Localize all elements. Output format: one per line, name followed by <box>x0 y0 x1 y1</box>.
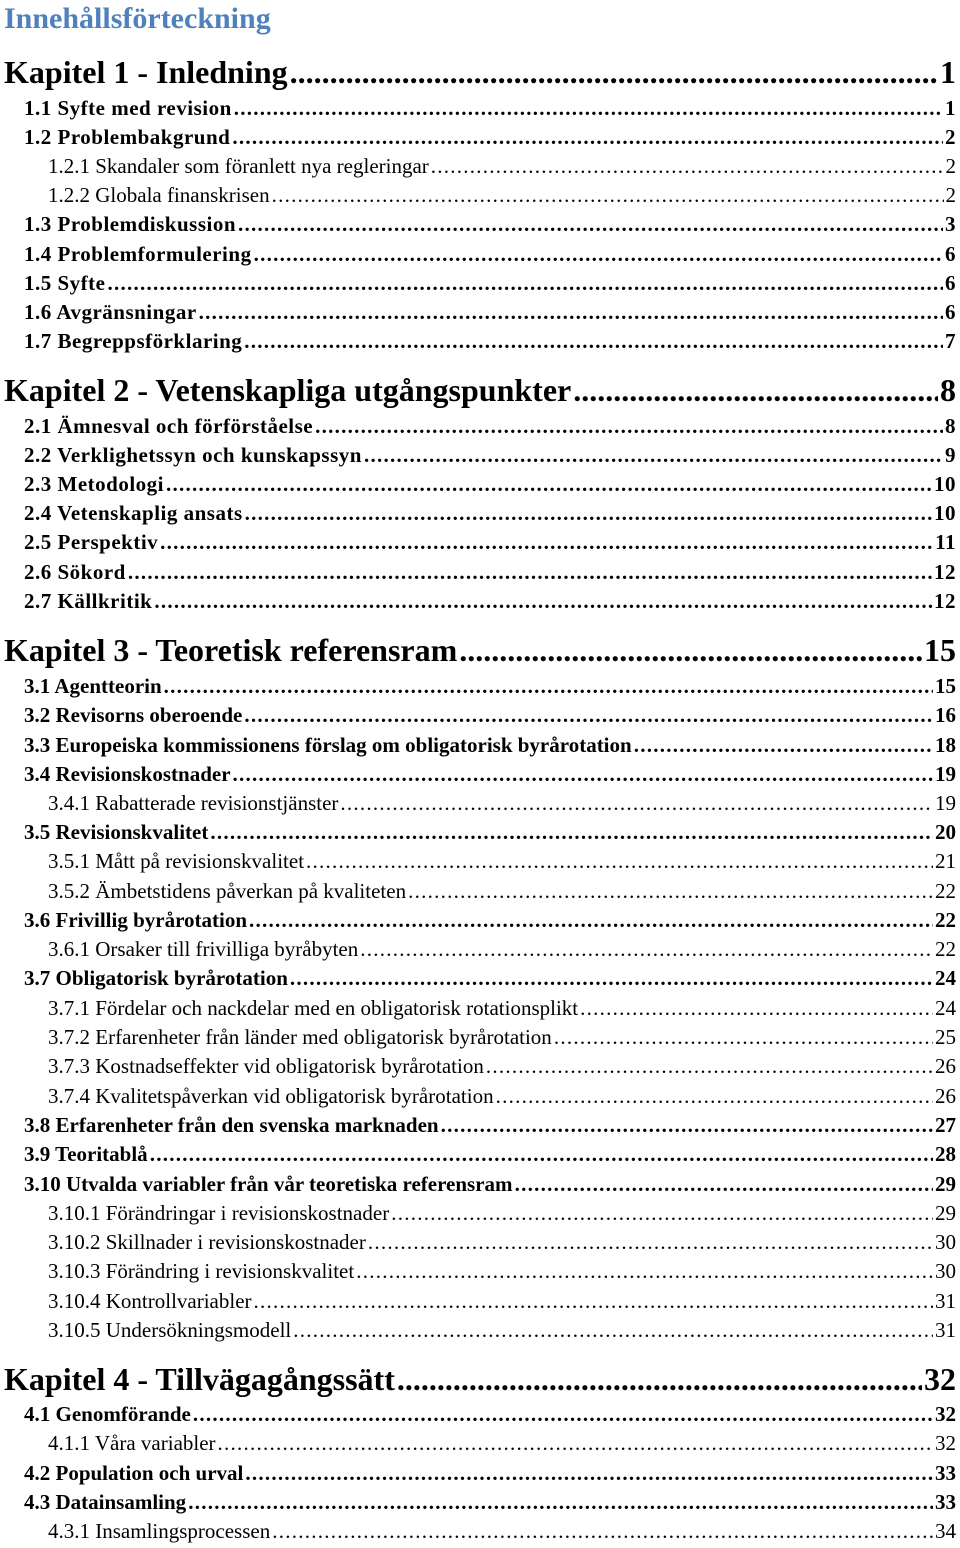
toc-entry-label: 3.10.3 Förändring i revisionskvalitet <box>48 1259 355 1283</box>
toc-section-entry[interactable] <box>24 298 956 326</box>
toc-dot-leader <box>154 587 932 615</box>
toc-dot-leader <box>233 760 933 788</box>
toc-entry-label: 3.10.5 Undersökningsmodell <box>48 1318 292 1342</box>
toc-page-number: 15 <box>935 674 956 698</box>
toc-section-entry[interactable] <box>24 441 956 469</box>
toc-entry-label: 3.2 Revisorns oberoende <box>24 703 243 727</box>
toc-dot-leader <box>232 123 943 151</box>
toc-entry-label: 3.5 Revisionskvalitet <box>24 820 209 844</box>
toc-entry-label: 3.1 Agentteorin <box>24 674 162 698</box>
toc-dot-leader <box>356 1257 933 1285</box>
toc-section-entry[interactable] <box>24 412 956 440</box>
toc-entry-label: 3.5.1 Mått på revisionskvalitet <box>48 849 305 873</box>
toc-dot-leader <box>408 877 933 905</box>
toc-page-number: 10 <box>934 472 956 496</box>
toc-entry-label: 3.10.2 Skillnader i revisionskostnader <box>48 1230 366 1254</box>
toc-dot-leader <box>634 731 933 759</box>
toc-dot-leader <box>188 1488 933 1516</box>
toc-dot-leader <box>249 906 933 934</box>
toc-subsection-entry[interactable] <box>48 1517 956 1545</box>
toc-entry-label: 3.8 Erfarenheter från den svenska marknaden <box>24 1113 439 1137</box>
toc-dot-leader <box>150 1140 933 1168</box>
toc-entry-label: Kapitel 3 - Teoretisk referensram <box>4 632 458 668</box>
toc-page-number: 30 <box>935 1259 956 1283</box>
toc-page-number: 15 <box>924 632 956 668</box>
toc-dot-leader <box>397 1359 922 1399</box>
toc-entry-label: 4.3.1 Insamlingsprocessen <box>48 1519 271 1543</box>
toc-dot-leader <box>245 499 932 527</box>
toc-page-number: 6 <box>945 300 956 324</box>
toc-dot-leader <box>244 327 943 355</box>
toc-page-number: 7 <box>945 329 956 353</box>
toc-section-entry[interactable] <box>24 240 956 268</box>
toc-page-number: 9 <box>945 443 956 467</box>
toc-section-entry[interactable] <box>24 1400 956 1428</box>
toc-entry-label: 3.7.3 Kostnadseffekter vid obligatorisk byrårotation <box>48 1054 484 1078</box>
toc-dot-leader <box>108 269 944 297</box>
toc-page-number: 10 <box>934 501 956 525</box>
toc-dot-leader <box>238 210 943 238</box>
toc-page-number: 24 <box>935 966 956 990</box>
toc-subsection-entry[interactable] <box>48 152 956 180</box>
toc-subsection-entry[interactable] <box>48 1052 956 1080</box>
toc-page-number: 34 <box>935 1519 956 1543</box>
toc-entry-label: 1.1 Syfte med revision <box>24 96 232 120</box>
toc-entry-label: 4.3 Datainsamling <box>24 1490 187 1514</box>
toc-page-number: 25 <box>935 1025 956 1049</box>
toc-section-entry[interactable] <box>24 587 956 615</box>
toc-page-number: 22 <box>935 908 956 932</box>
toc-page-number: 1 <box>945 96 956 120</box>
toc-subsection-entry[interactable] <box>48 994 956 1022</box>
toc-entry-label: 2.1 Ämnesval och förförståelse <box>24 414 314 438</box>
toc-entry-label: 3.7 Obligatorisk byrårotation <box>24 966 288 990</box>
toc-dot-leader <box>254 1287 933 1315</box>
toc-dot-leader <box>340 789 933 817</box>
toc-entry-label: 1.4 Problemformulering <box>24 242 252 266</box>
toc-dot-leader <box>364 441 943 469</box>
toc-page-number: 20 <box>935 820 956 844</box>
toc-section-entry[interactable] <box>24 818 956 846</box>
toc-entry-label: 1.3 Problemdiskussion <box>24 212 236 236</box>
toc-page-number: 26 <box>935 1084 956 1108</box>
toc-page-number: 31 <box>935 1289 956 1313</box>
toc-dot-leader <box>360 935 933 963</box>
toc-entry-label: 3.4.1 Rabatterade revisionstjänster <box>48 791 339 815</box>
toc-dot-leader <box>245 1459 933 1487</box>
toc-subsection-entry[interactable] <box>48 181 956 209</box>
toc-entry-label: 2.4 Vetenskaplig ansats <box>24 501 243 525</box>
toc-dot-leader <box>290 52 938 92</box>
toc-page-number: 24 <box>935 996 956 1020</box>
toc-dot-leader <box>160 528 933 556</box>
toc-page-number: 2 <box>945 183 956 207</box>
toc-entry-label: 3.10.1 Förändringar i revisionskostnader <box>48 1201 390 1225</box>
toc-subsection-entry[interactable] <box>48 1228 956 1256</box>
toc-chapter-entry[interactable] <box>4 52 956 92</box>
toc-dot-leader <box>554 1023 933 1051</box>
toc-dot-leader <box>368 1228 933 1256</box>
toc-entry-label: 3.10 Utvalda variabler från vår teoretiska referensram <box>24 1172 513 1196</box>
toc-page-number: 19 <box>935 791 956 815</box>
toc-dot-leader <box>128 558 932 586</box>
toc-dot-leader <box>272 1517 933 1545</box>
toc-section-entry[interactable] <box>24 1111 956 1139</box>
toc-page-number: 18 <box>935 733 956 757</box>
toc-title: Innehållsförteckning <box>4 2 271 35</box>
toc-dot-leader <box>391 1199 933 1227</box>
toc-subsection-entry[interactable] <box>48 789 956 817</box>
toc-dot-leader <box>193 1400 933 1428</box>
toc-section-entry[interactable] <box>24 701 956 729</box>
toc-dot-leader <box>580 994 933 1022</box>
toc-dot-leader <box>573 370 938 410</box>
toc-section-entry[interactable] <box>24 327 956 355</box>
toc-page-number: 22 <box>935 937 956 961</box>
toc-entry-label: Kapitel 2 - Vetenskapliga utgångspunkter <box>4 372 572 408</box>
toc-entry-label: 1.5 Syfte <box>24 271 106 295</box>
toc-entry-label: 1.2.2 Globala finanskrisen <box>48 183 270 207</box>
toc-page-number: 29 <box>935 1201 956 1225</box>
toc-section-entry[interactable] <box>24 964 956 992</box>
toc-chapter-entry[interactable] <box>4 630 956 670</box>
toc-entry-label: 2.3 Metodologi <box>24 472 164 496</box>
toc-dot-leader <box>254 240 943 268</box>
toc-page-number: 12 <box>934 589 956 613</box>
toc-chapter-entry[interactable] <box>4 370 956 410</box>
toc-subsection-entry[interactable] <box>48 1199 956 1227</box>
toc-section-entry[interactable] <box>24 1459 956 1487</box>
toc-entry-label: 4.1 Genomförande <box>24 1402 191 1426</box>
toc-section-entry[interactable] <box>24 1140 956 1168</box>
toc-page-number: 16 <box>935 703 956 727</box>
toc-entry-label: 3.9 Teoritablå <box>24 1142 148 1166</box>
toc-dot-leader <box>234 94 943 122</box>
toc-subsection-entry[interactable] <box>48 1023 956 1051</box>
toc-section-entry[interactable] <box>24 731 956 759</box>
toc-subsection-entry[interactable] <box>48 935 956 963</box>
toc-entry-label: 1.7 Begreppsförklaring <box>24 329 243 353</box>
toc-dot-leader <box>315 412 943 440</box>
toc-page-number: 32 <box>924 1361 956 1397</box>
toc-entry-label: 4.2 Population och urval <box>24 1461 244 1485</box>
toc-dot-leader <box>431 152 944 180</box>
toc-entry-label: 2.6 Sökord <box>24 560 126 584</box>
toc-section-entry[interactable] <box>24 1488 956 1516</box>
toc-section-entry[interactable] <box>24 269 956 297</box>
toc-page-number: 33 <box>935 1461 956 1485</box>
toc-section-entry[interactable] <box>24 94 956 122</box>
toc-subsection-entry[interactable] <box>48 1316 956 1344</box>
toc-entry-label: 2.2 Verklighetssyn och kunskapssyn <box>24 443 362 467</box>
toc-page-number: 12 <box>934 560 956 584</box>
toc-dot-leader <box>244 701 933 729</box>
toc-entry-label: Kapitel 1 - Inledning <box>4 54 288 90</box>
toc-dot-leader <box>290 964 933 992</box>
toc-subsection-entry[interactable] <box>48 877 956 905</box>
toc-entry-label: 1.6 Avgränsningar <box>24 300 197 324</box>
toc-entry-label: Kapitel 4 - Tillvägagångssätt <box>4 1361 395 1397</box>
toc-dot-leader <box>515 1170 933 1198</box>
toc-page-number: 8 <box>945 414 956 438</box>
toc-dot-leader <box>486 1052 933 1080</box>
toc-dot-leader <box>306 847 933 875</box>
toc-page-number: 31 <box>935 1318 956 1342</box>
toc-dot-leader <box>496 1082 933 1110</box>
toc-dot-leader <box>166 470 932 498</box>
toc-dot-leader <box>441 1111 933 1139</box>
toc-page-number: 11 <box>935 530 956 554</box>
toc-section-entry[interactable] <box>24 210 956 238</box>
toc-dot-leader <box>272 181 944 209</box>
toc-section-entry[interactable] <box>24 906 956 934</box>
toc-entry-label: 1.2.1 Skandaler som föranlett nya regleringar <box>48 154 429 178</box>
toc-page-number: 29 <box>935 1172 956 1196</box>
toc-page-number: 27 <box>935 1113 956 1137</box>
toc-page-number: 26 <box>935 1054 956 1078</box>
toc-dot-leader <box>210 818 933 846</box>
toc-section-entry[interactable] <box>24 528 956 556</box>
toc-page-number: 1 <box>940 54 956 90</box>
toc-section-entry[interactable] <box>24 123 956 151</box>
toc-entry-label: 3.6 Frivillig byrårotation <box>24 908 248 932</box>
toc-dot-leader <box>218 1429 933 1457</box>
toc-page-number: 22 <box>935 879 956 903</box>
toc-section-entry[interactable] <box>24 672 956 700</box>
toc-entry-label: 3.3 Europeiska kommissionens förslag om obligatorisk byrårotation <box>24 733 632 757</box>
toc-page-number: 6 <box>945 242 956 266</box>
toc-subsection-entry[interactable] <box>48 1429 956 1457</box>
toc-section-entry[interactable] <box>24 499 956 527</box>
toc-entry-label: 2.5 Perspektiv <box>24 530 159 554</box>
toc-dot-leader <box>293 1316 933 1344</box>
toc-entry-label: 2.7 Källkritik <box>24 589 153 613</box>
toc-subsection-entry[interactable] <box>48 847 956 875</box>
toc-entry-label: 3.7.1 Fördelar och nackdelar med en obligatorisk rotationsplikt <box>48 996 579 1020</box>
toc-page-number: 32 <box>935 1431 956 1455</box>
toc-page-number: 33 <box>935 1490 956 1514</box>
toc-page-number: 30 <box>935 1230 956 1254</box>
toc-dot-leader <box>164 672 933 700</box>
toc-section-entry[interactable] <box>24 760 956 788</box>
toc-section-entry[interactable] <box>24 470 956 498</box>
toc-page-number: 2 <box>945 154 956 178</box>
toc-page-number: 8 <box>940 372 956 408</box>
toc-chapter-entry[interactable] <box>4 1359 956 1399</box>
toc-page-number: 2 <box>945 125 956 149</box>
toc-entry-label: 3.10.4 Kontrollvariabler <box>48 1289 252 1313</box>
toc-page-number: 6 <box>945 271 956 295</box>
toc-subsection-entry[interactable] <box>48 1257 956 1285</box>
toc-page-number: 21 <box>935 849 956 873</box>
toc-page-number: 28 <box>935 1142 956 1166</box>
toc-entry-label: 3.7.4 Kvalitetspåverkan vid obligatorisk byrårotation <box>48 1084 494 1108</box>
toc-entry-label: 3.5.2 Ämbetstidens påverkan på kvaliteten <box>48 879 407 903</box>
toc-dot-leader <box>459 630 922 670</box>
toc-page-number: 3 <box>945 212 956 236</box>
toc-section-entry[interactable] <box>24 558 956 586</box>
toc-entry-label: 1.2 Problembakgrund <box>24 125 231 149</box>
toc-entry-label: 4.1.1 Våra variabler <box>48 1431 216 1455</box>
toc-entry-label: 3.7.2 Erfarenheter från länder med obligatorisk byrårotation <box>48 1025 552 1049</box>
toc-section-entry[interactable] <box>24 1170 956 1198</box>
toc-page-number: 32 <box>935 1402 956 1426</box>
toc-entry-label: 3.6.1 Orsaker till frivilliga byråbyten <box>48 937 359 961</box>
toc-dot-leader <box>199 298 943 326</box>
toc-subsection-entry[interactable] <box>48 1082 956 1110</box>
toc-entry-label: 3.4 Revisionskostnader <box>24 762 231 786</box>
toc-subsection-entry[interactable] <box>48 1287 956 1315</box>
toc-page-number: 19 <box>935 762 956 786</box>
